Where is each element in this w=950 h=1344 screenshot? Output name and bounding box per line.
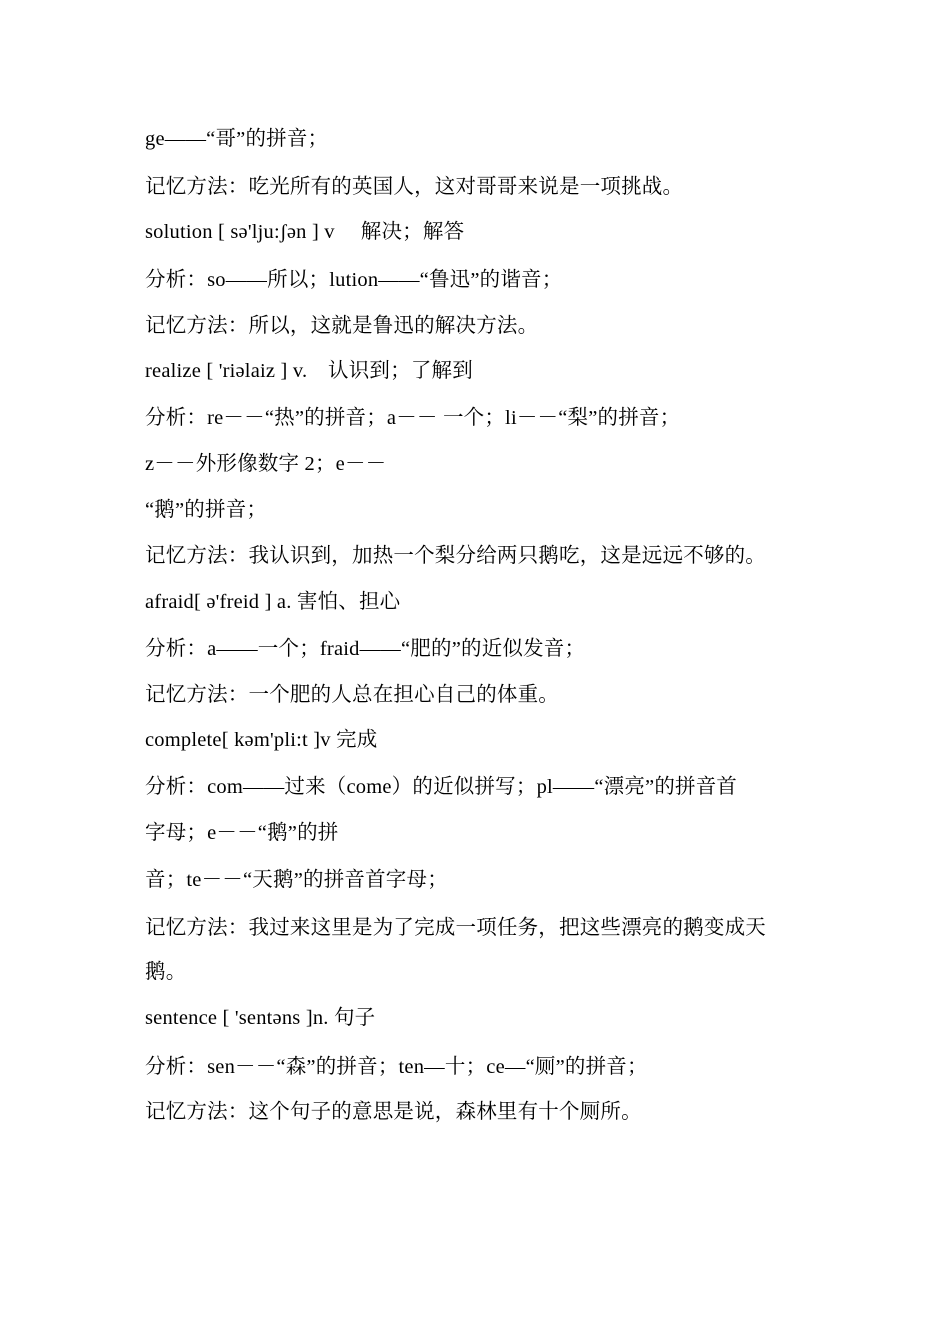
text-line: solution [ sə'lju:ʃən ] v 解决；解答 bbox=[145, 221, 465, 243]
text-line: complete[ kəm'pli:t ]v 完成 bbox=[145, 729, 378, 751]
text-line: 字母；e－－“鹅”的拼 bbox=[145, 822, 339, 844]
text-line: afraid[ ə'freid ] a. 害怕、担心 bbox=[145, 591, 401, 613]
text-line: z－－外形像数字 2；e－－ bbox=[145, 453, 387, 475]
text-line: 记忆方法：一个肥的人总在担心自己的体重。 bbox=[145, 684, 559, 706]
text-line: 分析：sen－－“森”的拼音；ten—十；ce—“厕”的拼音； bbox=[145, 1056, 648, 1078]
text-line: 记忆方法：我过来这里是为了完成一项任务，把这些漂亮的鹅变成天 bbox=[145, 917, 766, 939]
text-line: 记忆方法：所以，这就是鲁迅的解决方法。 bbox=[145, 315, 539, 337]
text-line: 分析：a——一个；fraid——“肥的”的近似发音； bbox=[145, 638, 586, 660]
text-line: “鹅”的拼音； bbox=[145, 499, 268, 521]
text-line: sentence [ 'sentəns ]n. 句子 bbox=[145, 1007, 376, 1029]
text-line: 鹅。 bbox=[145, 961, 187, 983]
text-line: 音；te－－“天鹅”的拼音首字母； bbox=[145, 869, 448, 891]
text-line: 记忆方法：我认识到，加热一个梨分给两只鹅吃，这是远远不够的。 bbox=[145, 545, 766, 567]
text-line: realize [ 'riəlaiz ] v. 认识到；了解到 bbox=[145, 360, 473, 382]
text-line: 记忆方法：这个句子的意思是说，森林里有十个厕所。 bbox=[145, 1101, 642, 1123]
text-line: ge——“哥”的拼音； bbox=[145, 128, 329, 150]
text-line: 分析：so——所以；lution——“鲁迅”的谐音； bbox=[145, 269, 563, 291]
text-line: 分析：com——过来（come）的近似拼写；pl——“漂亮”的拼音首 bbox=[145, 776, 738, 798]
text-line: 记忆方法：吃光所有的英国人，这对哥哥来说是一项挑战。 bbox=[145, 176, 684, 198]
text-line: 分析：re－－“热”的拼音；a－－ 一个；li－－“梨”的拼音； bbox=[145, 407, 681, 429]
